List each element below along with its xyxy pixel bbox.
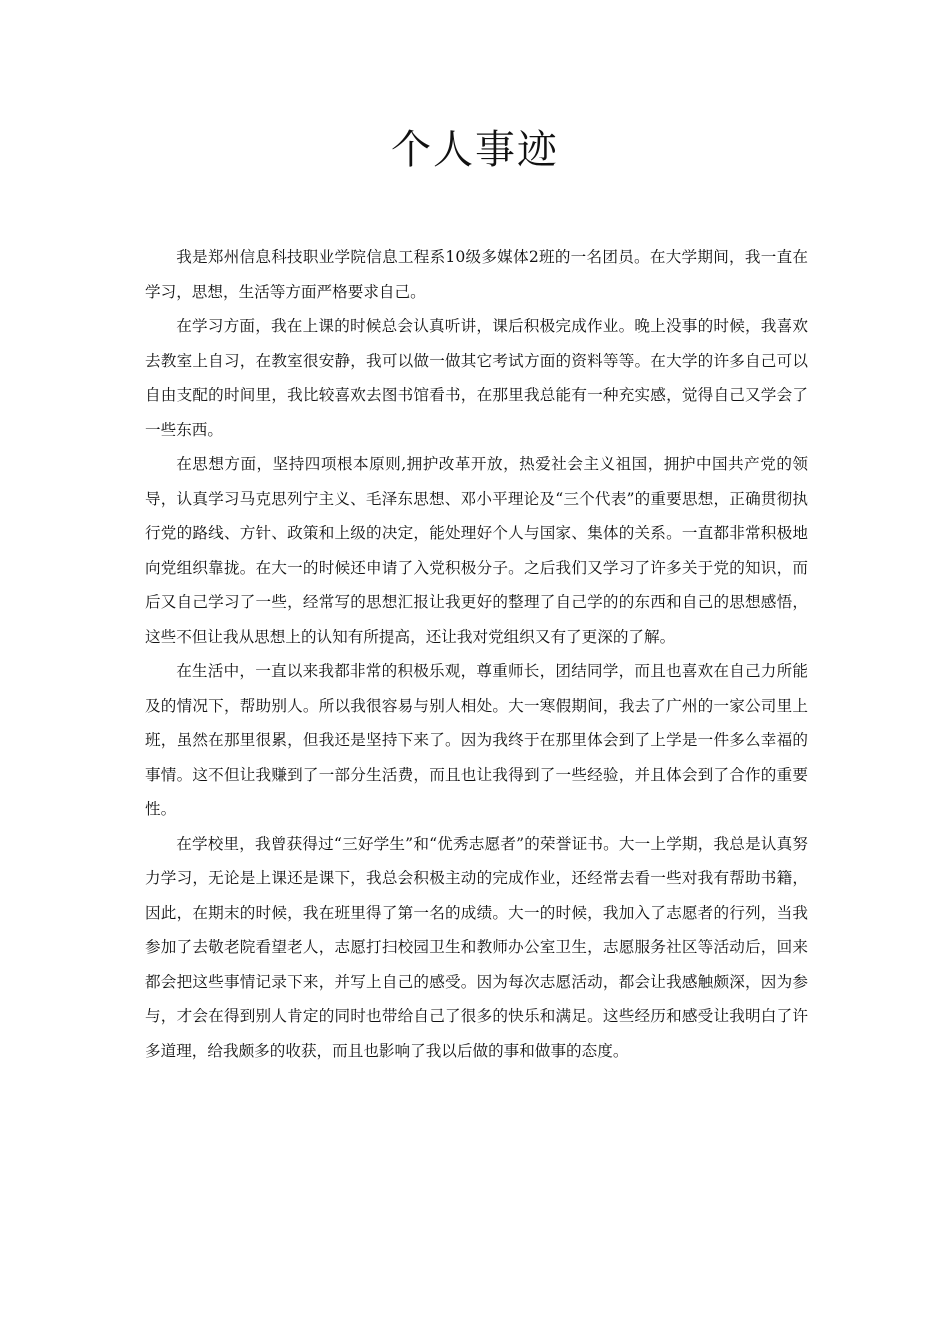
paragraph-life: 在生活中，一直以来我都非常的积极乐观，尊重师长，团结同学，而且也喜欢在自己力所能及的情况下，帮助别人。所以我很容易与别人相处。大一寒假期间，我去了广州的一家公司里上班，虽然在那里很累，但我还是坚持下来了。因为我终于在那里体会到了上学是一件多么幸福的事情。这不但让我赚到了一部分生活费，而且也让我得到了一些经验，并且体会到了合作的重要性。 xyxy=(145,662,808,818)
paragraph-intro: 我是郑州信息科技职业学院信息工程系10级多媒体2班的一名团员。在大学期间，我一直在学习，思想，生活等方面严格要求自己。 xyxy=(145,248,808,301)
paragraph-school-honors: 在学校里，我曾获得过“三好学生”和“优秀志愿者”的荣誉证书。大一上学期，我总是认真努力学习，无论是上课还是课下，我总会积极主动的完成作业，还经常去看一些对我有帮助书籍，因此，在期末的时候，我在班里得了第一名的成绩。大一的时候，我加入了志愿者的行列，当我参加了去敬老院看望老人，志愿打扫校园卫生和教师办公室卫生，志愿服务社区等活动后，回来都会把这些事情记录下来，并写上自己的感受。因为每次志愿活动，都会让我感触颇深，因为参与，才会在得到别人肯定的同时也带给自己了很多的快乐和满足。这些经历和感受让我明白了许多道理，给我颇多的收获，而且也影响了我以后做的事和做事的态度。 xyxy=(145,834,808,1060)
document-body xyxy=(145,240,808,1068)
document-title: 个人事迹 xyxy=(391,127,559,173)
paragraph-ideology: 在思想方面，坚持四项根本原则,拥护改革开放，热爱社会主义祖国，拥护中国共产党的领导，认真学习马克思列宁主义、毛泽东思想、邓小平理论及“三个代表”的重要思想，正确贯彻执行党的路线、方针、政策和上级的决定，能处理好个人与国家、集体的关系。一直都非常积极地向党组织靠拢。在大一的时候还申请了入党积极分子。之后我们又学习了许多关于党的知识，而后又自己学习了一些，经常写的思想汇报让我更好的整理了自己学的的东西和自己的思想感悟，这些不但让我从思想上的认知有所提高，还让我对党组织又有了更深的了解。 xyxy=(145,455,808,646)
paragraph-study: 在学习方面，我在上课的时候总会认真听讲，课后积极完成作业。晚上没事的时候，我喜欢去教室上自习，在教室很安静，我可以做一做其它考试方面的资料等等。在大学的许多自己可以自由支配的时间里，我比较喜欢去图书馆看书，在那里我总能有一种充实感，觉得自己又学会了一些东西。 xyxy=(145,317,808,439)
